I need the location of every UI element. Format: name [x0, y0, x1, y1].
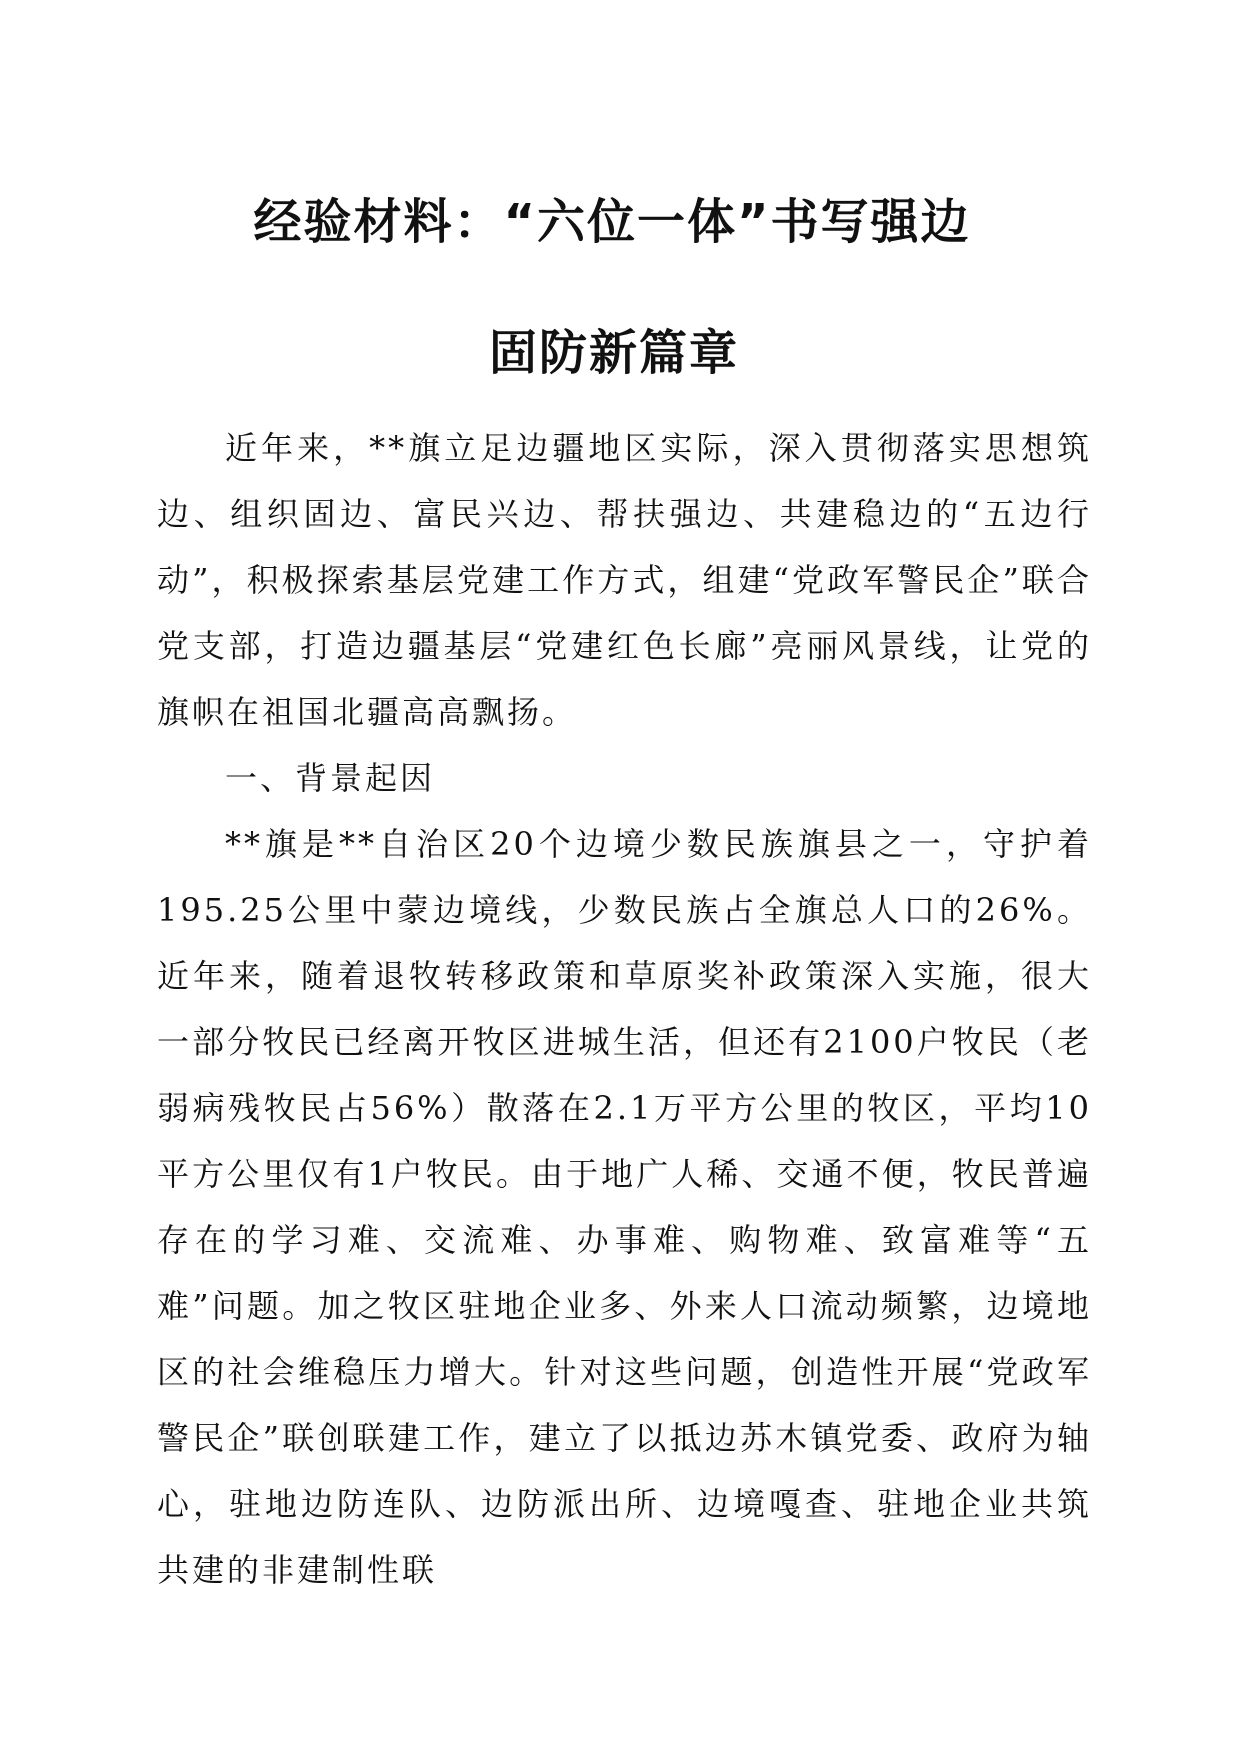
background-paragraph: **旗是**自治区20个边境少数民族旗县之一，守护着195.25公里中蒙边境线，少数民族占全旗总人口的26%。近年来，随着退牧转移政策和草原奖补政策深入实施，很大一部分牧民已经离开牧区进城生活，但还有2100户牧民（老弱病残牧民占56%）散落在2.1万平方公里的牧区，平均10平方公里仅有1户牧民。由于地广人稀、交通不便，牧民普遍存在的学习难、交流难、办事难、购物难、致富难等“五难”问题。加之牧区驻地企业多、外来人口流动频繁，边境地区的社会维稳压力增大。针对这些问题，创造性开展“党政军警民企”联创联建工作，建立了以抵边苏木镇党委、政府为轴心，驻地边防连队、边防派出所、边境嘎查、驻地企业共筑共建的非建制性联 [157, 825, 1092, 1589]
section-heading-background: 一、背景起因 [225, 759, 436, 797]
document-title-line-1: 经验材料：“六位一体”书写强边 [253, 194, 971, 250]
document-title-line-2: 固防新篇章 [488, 325, 739, 381]
intro-paragraph: 近年来，**旗立足边疆地区实际，深入贯彻落实思想筑边、组织固边、富民兴边、帮扶强边、共建稳边的“五边行动”，积极探索基层党建工作方式，组建“党政军警民企”联合党支部，打造边疆基层“党建红色长廊”亮丽风景线，让党的旗帜在祖国北疆高高飘扬。 [157, 429, 1092, 731]
